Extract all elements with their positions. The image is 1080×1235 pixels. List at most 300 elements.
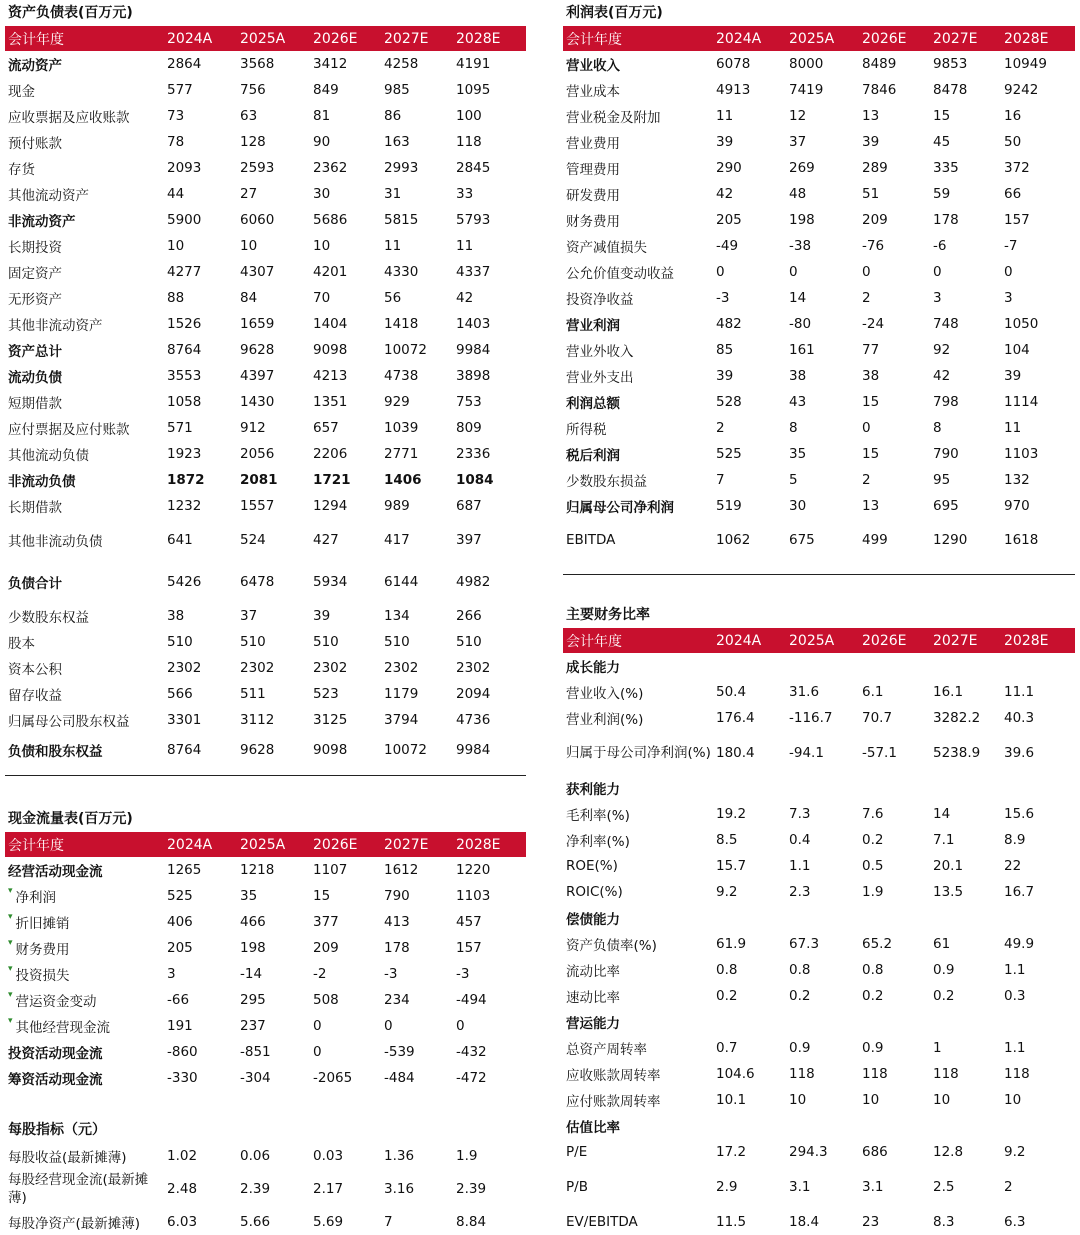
row-value: 427 bbox=[313, 532, 339, 548]
row-value: 0.8 bbox=[716, 962, 738, 978]
table-row bbox=[5, 103, 526, 129]
table-row bbox=[5, 1013, 526, 1039]
row-value: 11 bbox=[456, 238, 474, 254]
row-value: 3.1 bbox=[789, 1179, 811, 1195]
row-value: 59 bbox=[933, 186, 951, 202]
row-value: 31.6 bbox=[789, 684, 820, 700]
row-value: 61 bbox=[933, 936, 951, 952]
header-year: 2027E bbox=[384, 26, 456, 51]
row-value: 0.3 bbox=[1004, 988, 1026, 1004]
row-value: 209 bbox=[313, 940, 339, 956]
row-label bbox=[563, 879, 716, 905]
row-value bbox=[933, 905, 1004, 931]
table-row bbox=[563, 129, 1075, 155]
table-row bbox=[5, 1143, 526, 1169]
row-value: 14 bbox=[789, 290, 807, 306]
row-value: 577 bbox=[167, 82, 193, 98]
row-value: 0.7 bbox=[716, 1040, 738, 1056]
row-value: 33 bbox=[456, 186, 474, 202]
row-value: 10 bbox=[167, 238, 185, 254]
row-value: 8764 bbox=[167, 342, 202, 358]
row-value: 30 bbox=[313, 186, 331, 202]
table-row bbox=[563, 389, 1075, 415]
row-value: 6060 bbox=[240, 212, 275, 228]
row-label-text: ROIC(%) bbox=[566, 884, 623, 900]
row-value: 1557 bbox=[240, 498, 275, 514]
row-label bbox=[563, 801, 716, 827]
row-label bbox=[5, 707, 167, 733]
header-year: 2027E bbox=[933, 26, 1004, 51]
triangle-mark-icon: ▾ bbox=[8, 938, 13, 948]
row-value: 0 bbox=[862, 264, 871, 280]
header-year: 2024A bbox=[716, 26, 789, 51]
table-row bbox=[563, 181, 1075, 207]
row-label bbox=[563, 389, 716, 415]
table-row bbox=[5, 233, 526, 259]
row-value: -38 bbox=[789, 238, 812, 254]
row-label-text: 应收票据及应收账款 bbox=[8, 110, 130, 126]
row-label-text: 其他流动负债 bbox=[8, 448, 89, 464]
row-value: 1872 bbox=[167, 472, 205, 488]
row-label-text: 净利润 bbox=[15, 890, 57, 906]
table-row bbox=[563, 931, 1075, 957]
cash-flow-title: 现金流量表(百万元) bbox=[8, 811, 133, 827]
row-value: 1084 bbox=[456, 472, 494, 488]
row-value: 0.4 bbox=[789, 832, 811, 848]
row-value: 1430 bbox=[240, 394, 275, 410]
row-value: 10949 bbox=[1004, 56, 1047, 72]
row-value: 4330 bbox=[384, 264, 419, 280]
row-value: 2 bbox=[862, 472, 871, 488]
row-value: 43 bbox=[789, 394, 807, 410]
row-value: 1220 bbox=[456, 862, 491, 878]
row-value: 15.6 bbox=[1004, 806, 1035, 822]
row-value bbox=[789, 653, 862, 679]
row-value: 42 bbox=[716, 186, 734, 202]
row-label-text: 流动比率 bbox=[566, 964, 620, 980]
row-label-text: 其他流动资产 bbox=[8, 188, 89, 204]
row-value: 1.1 bbox=[1004, 1040, 1026, 1056]
row-value: 9984 bbox=[456, 342, 491, 358]
row-label bbox=[563, 983, 716, 1009]
row-value: 7.1 bbox=[933, 832, 955, 848]
row-value: 3.1 bbox=[862, 1179, 884, 1195]
row-value: 5 bbox=[789, 472, 798, 488]
header-year: 2026E bbox=[313, 26, 384, 51]
row-value: 0 bbox=[716, 264, 725, 280]
row-value: 2362 bbox=[313, 160, 348, 176]
row-value: 9853 bbox=[933, 56, 968, 72]
table-row bbox=[563, 415, 1075, 441]
row-value: 0 bbox=[1004, 264, 1013, 280]
table-row bbox=[563, 51, 1075, 77]
table-row bbox=[563, 827, 1075, 853]
row-label bbox=[563, 1035, 716, 1061]
row-label-text: 营业利润(%) bbox=[566, 712, 644, 728]
table-row bbox=[5, 129, 526, 155]
table-header-row bbox=[5, 26, 526, 51]
row-label-text: 固定资产 bbox=[8, 266, 62, 282]
table-row bbox=[563, 259, 1075, 285]
row-value: 2302 bbox=[384, 660, 419, 676]
row-value: -80 bbox=[789, 316, 812, 332]
row-value: 39 bbox=[716, 368, 734, 384]
row-value: 1 bbox=[933, 1040, 942, 1056]
row-value: 11 bbox=[384, 238, 402, 254]
row-value: 1050 bbox=[1004, 316, 1039, 332]
table-row bbox=[563, 801, 1075, 827]
header-year: 2028E bbox=[1004, 628, 1075, 653]
row-label-text: 营业收入(%) bbox=[566, 686, 644, 702]
row-value: 294.3 bbox=[789, 1144, 828, 1160]
row-label-text: 其他经营现金流 bbox=[15, 1020, 111, 1036]
row-value: 266 bbox=[456, 608, 482, 624]
header-label: 会计年度 bbox=[563, 26, 716, 51]
row-value: 2302 bbox=[240, 660, 275, 676]
table-row bbox=[5, 519, 526, 561]
row-value: 7.3 bbox=[789, 806, 811, 822]
row-value: 5.69 bbox=[313, 1214, 344, 1230]
table-row bbox=[5, 337, 526, 363]
header-year: 2025A bbox=[240, 832, 313, 857]
row-value: 6478 bbox=[240, 574, 275, 590]
header-year: 2025A bbox=[240, 26, 313, 51]
table-row bbox=[563, 1035, 1075, 1061]
row-value: 525 bbox=[716, 446, 742, 462]
row-value bbox=[862, 905, 933, 931]
table-row bbox=[5, 155, 526, 181]
row-value: 687 bbox=[456, 498, 482, 514]
row-value: 3568 bbox=[240, 56, 275, 72]
row-value: 3412 bbox=[313, 56, 348, 72]
row-value: 0.5 bbox=[862, 858, 884, 874]
row-label bbox=[563, 1113, 716, 1139]
row-label bbox=[5, 363, 167, 389]
row-value: 8 bbox=[789, 420, 798, 436]
row-value bbox=[933, 775, 1004, 801]
row-value: -24 bbox=[862, 316, 885, 332]
row-value: 163 bbox=[384, 134, 410, 150]
table-row bbox=[5, 207, 526, 233]
row-value: 11.1 bbox=[1004, 684, 1035, 700]
row-value: 10072 bbox=[384, 742, 427, 758]
row-value: -860 bbox=[167, 1044, 198, 1060]
table-row bbox=[5, 77, 526, 103]
row-value: 39 bbox=[1004, 368, 1022, 384]
row-value: 35 bbox=[240, 888, 258, 904]
row-value: 22 bbox=[1004, 858, 1022, 874]
row-value: 0.2 bbox=[862, 832, 884, 848]
row-value: 66 bbox=[1004, 186, 1022, 202]
row-value: 3 bbox=[1004, 290, 1013, 306]
row-label bbox=[563, 129, 716, 155]
row-label bbox=[563, 905, 716, 931]
row-label bbox=[563, 233, 716, 259]
table-row bbox=[5, 389, 526, 415]
table-row bbox=[5, 961, 526, 987]
row-value: 39 bbox=[716, 134, 734, 150]
row-label-text: 少数股东权益 bbox=[8, 610, 89, 626]
row-value: 81 bbox=[313, 108, 331, 124]
row-value: 180.4 bbox=[716, 745, 755, 761]
row-value: 2.5 bbox=[933, 1179, 955, 1195]
row-value: 20.1 bbox=[933, 858, 964, 874]
row-value: 508 bbox=[313, 992, 339, 1008]
row-label-text: 研发费用 bbox=[566, 188, 620, 204]
row-label-text: 投资活动现金流 bbox=[8, 1046, 103, 1062]
row-value: 1721 bbox=[313, 472, 351, 488]
header-year: 2024A bbox=[167, 832, 240, 857]
row-value: 3 bbox=[167, 966, 176, 982]
row-value: 11 bbox=[716, 108, 734, 124]
row-value: 756 bbox=[240, 82, 266, 98]
row-label bbox=[563, 259, 716, 285]
row-value: 510 bbox=[240, 634, 266, 650]
row-value: 510 bbox=[384, 634, 410, 650]
row-label-text: 归属母公司股东权益 bbox=[8, 714, 130, 730]
row-value: 1526 bbox=[167, 316, 202, 332]
row-label bbox=[5, 961, 167, 987]
row-value: 13 bbox=[862, 498, 880, 514]
row-value: -851 bbox=[240, 1044, 271, 1060]
row-label-text: 长期借款 bbox=[8, 500, 62, 516]
row-value: 5793 bbox=[456, 212, 491, 228]
row-value: 528 bbox=[716, 394, 742, 410]
row-value: 9098 bbox=[313, 342, 348, 358]
row-value: 2336 bbox=[456, 446, 491, 462]
row-value: 37 bbox=[240, 608, 258, 624]
row-value: 1.02 bbox=[167, 1148, 198, 1164]
row-value bbox=[716, 1113, 789, 1139]
row-value: 0 bbox=[384, 1018, 393, 1034]
row-label bbox=[5, 603, 167, 629]
row-value: 10 bbox=[789, 1092, 807, 1108]
row-value: 641 bbox=[167, 532, 193, 548]
row-value: -539 bbox=[384, 1044, 415, 1060]
triangle-mark-icon: ▾ bbox=[8, 1016, 13, 1026]
row-value: 118 bbox=[456, 134, 482, 150]
row-value: 176.4 bbox=[716, 710, 755, 726]
row-value: 118 bbox=[1004, 1066, 1030, 1082]
row-value: 15.7 bbox=[716, 858, 747, 874]
row-value: 4736 bbox=[456, 712, 491, 728]
row-value: 499 bbox=[862, 532, 888, 548]
row-label-text: 总资产周转率 bbox=[566, 1042, 647, 1058]
row-value: 2845 bbox=[456, 160, 491, 176]
row-value: 1103 bbox=[456, 888, 491, 904]
header-year: 2024A bbox=[716, 628, 789, 653]
header-label: 会计年度 bbox=[5, 832, 167, 857]
row-label bbox=[563, 51, 716, 77]
row-label-text: 归属于母公司净利润(%) bbox=[566, 745, 711, 761]
row-value: 372 bbox=[1004, 160, 1030, 176]
row-value: 0.9 bbox=[789, 1040, 811, 1056]
row-value: 8.5 bbox=[716, 832, 738, 848]
row-label bbox=[5, 519, 167, 561]
row-label bbox=[5, 311, 167, 337]
table-row bbox=[5, 363, 526, 389]
row-value: 8.9 bbox=[1004, 832, 1026, 848]
row-label-text: 资本公积 bbox=[8, 662, 62, 678]
row-value: 929 bbox=[384, 394, 410, 410]
row-label bbox=[5, 909, 167, 935]
row-value: 1294 bbox=[313, 498, 348, 514]
row-value: 234 bbox=[384, 992, 410, 1008]
row-value: 0.8 bbox=[789, 962, 811, 978]
row-value: 523 bbox=[313, 686, 339, 702]
row-value: 753 bbox=[456, 394, 482, 410]
row-value: 269 bbox=[789, 160, 815, 176]
table-row bbox=[563, 77, 1075, 103]
ratios-title: 主要财务比率 bbox=[566, 607, 650, 623]
row-value: 6144 bbox=[384, 574, 419, 590]
row-value: 178 bbox=[933, 212, 959, 228]
row-value bbox=[1004, 653, 1075, 679]
row-label-text: 利润总额 bbox=[566, 396, 620, 412]
row-value: 748 bbox=[933, 316, 959, 332]
row-label bbox=[563, 103, 716, 129]
header-label: 会计年度 bbox=[5, 26, 167, 51]
table-row bbox=[563, 285, 1075, 311]
row-value: 6.03 bbox=[167, 1214, 198, 1230]
row-label bbox=[5, 415, 167, 441]
row-value: 849 bbox=[313, 82, 339, 98]
row-label-text: 应付票据及应付账款 bbox=[8, 422, 130, 438]
row-label bbox=[5, 935, 167, 961]
row-value: 4913 bbox=[716, 82, 751, 98]
row-value: -116.7 bbox=[789, 710, 833, 726]
row-value: 4277 bbox=[167, 264, 202, 280]
row-label bbox=[5, 1169, 167, 1209]
row-label bbox=[5, 857, 167, 883]
header-year: 2027E bbox=[933, 628, 1004, 653]
table-row bbox=[5, 603, 526, 629]
row-value: 27 bbox=[240, 186, 258, 202]
row-value: 132 bbox=[1004, 472, 1030, 488]
row-value: 10 bbox=[862, 1092, 880, 1108]
row-label bbox=[563, 931, 716, 957]
row-label-text: 营业外支出 bbox=[566, 370, 634, 386]
row-value: 5238.9 bbox=[933, 745, 981, 761]
table-row bbox=[563, 853, 1075, 879]
row-label bbox=[563, 1061, 716, 1087]
row-label-text: 流动负债 bbox=[8, 370, 62, 386]
row-label bbox=[563, 155, 716, 181]
table-row bbox=[5, 1039, 526, 1065]
row-label bbox=[563, 653, 716, 679]
row-value: 63 bbox=[240, 108, 258, 124]
table-header-row bbox=[563, 26, 1075, 51]
table-row bbox=[5, 415, 526, 441]
row-label bbox=[563, 1209, 716, 1235]
row-value: 56 bbox=[384, 290, 402, 306]
header-year: 2028E bbox=[456, 832, 526, 857]
row-value: 161 bbox=[789, 342, 815, 358]
row-value: 118 bbox=[789, 1066, 815, 1082]
cash-flow-table bbox=[5, 832, 526, 1091]
table-row bbox=[563, 1165, 1075, 1209]
row-label-text: 偿债能力 bbox=[566, 912, 620, 928]
row-label-text: 净利率(%) bbox=[566, 834, 630, 850]
row-label bbox=[563, 775, 716, 801]
row-value: 377 bbox=[313, 914, 339, 930]
row-value: 3.16 bbox=[384, 1181, 415, 1197]
row-value: 2 bbox=[1004, 1179, 1013, 1195]
row-value: 0 bbox=[313, 1018, 322, 1034]
row-value: 519 bbox=[716, 498, 742, 514]
row-value: 178 bbox=[384, 940, 410, 956]
row-value: 4307 bbox=[240, 264, 275, 280]
row-value: 48 bbox=[789, 186, 807, 202]
row-label bbox=[563, 415, 716, 441]
row-value: 4191 bbox=[456, 56, 491, 72]
row-label-text: 营业收入 bbox=[566, 58, 620, 74]
row-value: 1095 bbox=[456, 82, 491, 98]
income-statement-title: 利润表(百万元) bbox=[566, 5, 663, 21]
row-value: 205 bbox=[716, 212, 742, 228]
row-value: 2206 bbox=[313, 446, 348, 462]
table-row bbox=[5, 883, 526, 909]
row-value: 457 bbox=[456, 914, 482, 930]
row-value: 1.36 bbox=[384, 1148, 415, 1164]
row-value: 198 bbox=[240, 940, 266, 956]
row-label bbox=[563, 207, 716, 233]
row-label-text: 非流动负债 bbox=[8, 474, 76, 490]
table-row bbox=[563, 493, 1075, 519]
row-label-text: 投资净收益 bbox=[566, 292, 634, 308]
row-value: 0.2 bbox=[789, 988, 811, 1004]
row-label-text: 财务费用 bbox=[15, 942, 70, 958]
table-row bbox=[5, 1065, 526, 1091]
row-value: 4982 bbox=[456, 574, 491, 590]
row-value: 2081 bbox=[240, 472, 278, 488]
per-share-title: 每股指标（元） bbox=[8, 1122, 106, 1138]
row-label-text: 经营活动现金流 bbox=[8, 864, 103, 880]
row-value: 1290 bbox=[933, 532, 968, 548]
row-label bbox=[5, 77, 167, 103]
row-label bbox=[5, 655, 167, 681]
row-value: 11.5 bbox=[716, 1214, 747, 1230]
row-value: 9098 bbox=[313, 742, 348, 758]
table-row bbox=[563, 311, 1075, 337]
row-value: 1403 bbox=[456, 316, 491, 332]
row-value bbox=[789, 1113, 862, 1139]
row-value: 9628 bbox=[240, 342, 275, 358]
table-row bbox=[563, 705, 1075, 731]
row-value: 39.6 bbox=[1004, 745, 1035, 761]
row-value: 35 bbox=[789, 446, 807, 462]
row-value: 15 bbox=[862, 394, 880, 410]
row-value: 157 bbox=[456, 940, 482, 956]
table-row bbox=[563, 519, 1075, 561]
row-value: 84 bbox=[240, 290, 258, 306]
row-value: 198 bbox=[789, 212, 815, 228]
row-value: 205 bbox=[167, 940, 193, 956]
row-value: 2771 bbox=[384, 446, 419, 462]
row-value: 18.4 bbox=[789, 1214, 820, 1230]
row-label bbox=[563, 181, 716, 207]
row-value: 1103 bbox=[1004, 446, 1039, 462]
row-value: 9242 bbox=[1004, 82, 1039, 98]
row-label-text: ROE(%) bbox=[566, 858, 618, 874]
row-value: 295 bbox=[240, 992, 266, 1008]
row-value: 989 bbox=[384, 498, 410, 514]
row-value: 128 bbox=[240, 134, 266, 150]
row-label bbox=[5, 1209, 167, 1235]
balance-sheet-title: 资产负债表(百万元) bbox=[8, 5, 133, 21]
triangle-mark-icon: ▾ bbox=[8, 912, 13, 922]
row-label-text: 流动资产 bbox=[8, 58, 62, 74]
